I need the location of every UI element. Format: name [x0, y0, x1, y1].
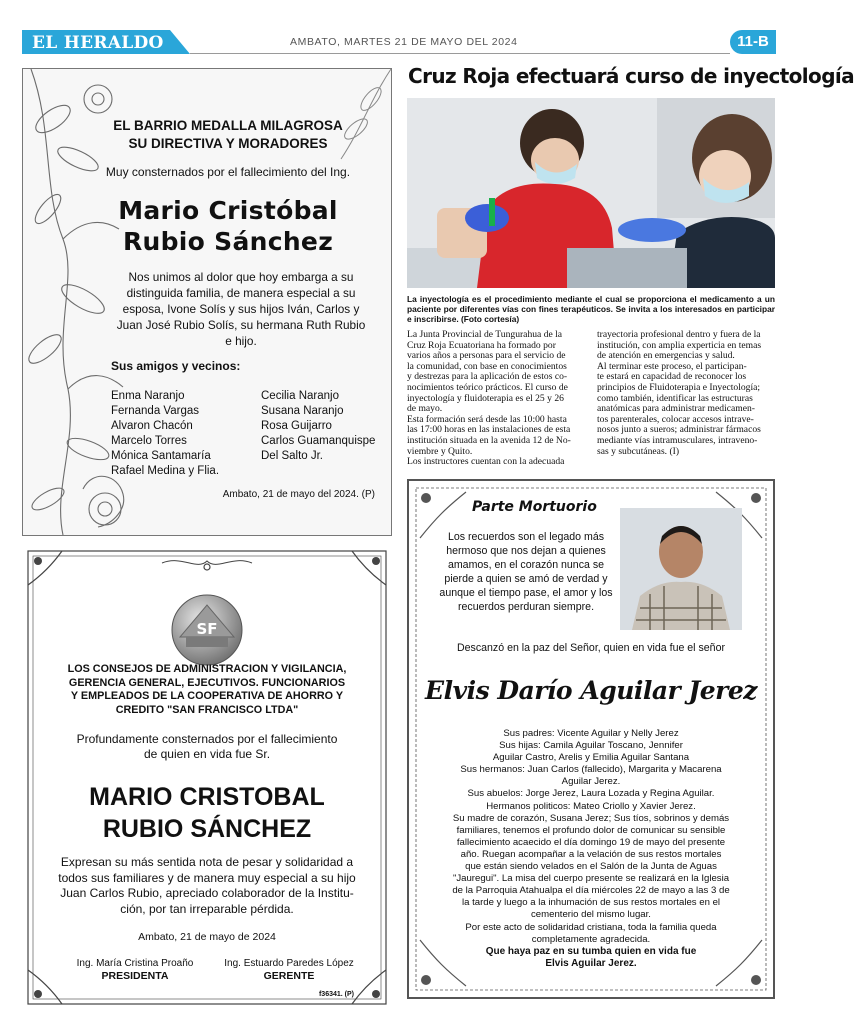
signature-gerente: Ing. Estuardo Paredes López GERENTE: [224, 958, 354, 982]
friends-list-left: Enma Naranjo Fernanda Vargas Alvaron Chacón Marcelo Torres Mónica Santamaría Rafael Medina y Flia.: [111, 390, 220, 477]
closing-line-1: Que haya paz en su tumba quien en vida fue: [485, 945, 697, 957]
notice2-message: Expresan su más sentida nota de pesar y solidaridad a todos sus familiares y de manera muy especial a su hijo Juan Carlos Rubio, apreciado colaborador de la Institu- ción, por tan irreparable pérdida.: [58, 855, 356, 916]
obituary-cooperativa-san-francisco: [22, 545, 392, 1010]
parte-mortuorio: [406, 478, 776, 1000]
notice1-message: Nos unimos al dolor que hoy embarga a su distinguida familia, de manera especial a su esposa, Ivone Solís y sus hijos Iván, Carlos y Juan José Rubio Solís, su hermana Ruth Rubio e hijo.: [116, 270, 366, 348]
cooperativa-logo-icon: [170, 593, 244, 667]
family-details: Sus padres: Vicente Aguilar y Nelly Jerez Sus hijas: Camila Aguilar Toscano, Jennifer Aguilar Castro, Arelis y Emilia Aguilar Santana Sus hermanos: Juan Carlos (fallecido), Margarita y Macarena Aguilar Jerez. Sus abuelos: Jorge Jerez, Laura Lozada y Regina Aguilar. Hermanos politicos: Mateo Criollo y Xavier Jerez. Su madre de corazón, Susana Jerez; Sus tíos, sobrinos y demás familiares, tenemos el profundo dolor de comunicar su sensible fallecimiento acaecido el día domingo 19 de mayo del presente año. Ruegan acompañar a la velación de sus restos mortales que están siendo velados en el Salón de la Junta de Aguas "Jauregui". La misa del cuerpo presente se realizará en la Iglesia de la Parroquia Atahualpa el día miércoles 22 de mayo a las 3 de la tarde y luego a la inhumación de sus restos mortales en el cementerio del mismo lugar. Por este acto de solidaridad cristiana, toda la familia queda completamente agradecida. Que haya paz en su tumba quien en vida fue Elvis Aguilar Jerez.: [444, 728, 738, 970]
parte-mortuorio-title: Parte Mortuorio: [472, 499, 597, 515]
memorial-quote: Los recuerdos son el legado más hermoso que nos dejan a quienes amamos, en el corazón nunca se pierde a quien se amó de verdad y aunque el tiempo pase, el amor y los recuerdos perduran siempre.: [439, 531, 613, 613]
deceased-name-caps: MARIO CRISTOBAL RUBIO SÁNCHEZ: [89, 783, 325, 843]
notice1-date: Ambato, 21 de mayo del 2024. (P): [222, 489, 375, 500]
portrait-icon: [620, 508, 742, 630]
edition-date: AMBATO, MARTES 21 DE MAYO DEL 2024: [290, 36, 518, 48]
friends-list-right: Cecilia Naranjo Susana Naranjo Rosa Guijarro Carlos Guamanquispe Del Salto Jr.: [261, 390, 376, 462]
deceased-portrait: [620, 508, 742, 630]
notice2-date: Ambato, 21 de mayo de 2024: [138, 931, 276, 943]
article-photo: [407, 98, 775, 288]
nurse-practice-photo-icon: [407, 98, 775, 288]
header-rule: [190, 53, 730, 54]
notice2-intro: Profundamente consternados por el fallecimiento de quien en vida fue Sr.: [76, 732, 338, 761]
closing-line-2: Elvis Aguilar Jerez.: [545, 957, 637, 969]
notice1-heading: EL BARRIO MEDALLA MILAGROSA SU DIRECTIVA Y MORADORES: [113, 118, 343, 151]
article-headline: Cruz Roja efectuará curso de inyectología: [408, 64, 854, 88]
page-number: 11-B: [730, 30, 776, 54]
notice2-heading: LOS CONSEJOS DE ADMINISTRACION Y VIGILANCIA, GERENCIA GENERAL, EJECUTIVOS. FUNCIONARIOS Y EMPLEADOS DE LA COOPERATIVA DE AHORRO Y CREDITO "SAN FRANCISCO LTDA": [67, 663, 347, 716]
signature-presidenta: Ing. María Cristina Proaño PRESIDENTA: [76, 958, 194, 982]
article-column-1: La Junta Provincial de Tungurahua de la Cruz Roja Ecuatoriana ha formado por varios años a personas para el servicio de la comunidad, con base en conocimientos y destrezas para la aplicación de estos co- nocimientos teórico prácticos. El curso de inyectología y fluidoterapia es el 25 y 26 de mayo. Esta formación será desde las 10:00 hasta las 17:00 horas en las instalaciones de esta institución situada en la avenida 12 de No- viembre y Quito. Los instructores cuentan con la adecuada: [407, 329, 571, 468]
obituary-barrio-medalla: [22, 68, 392, 536]
deceased-name-script: Elvis Darío Aguilar Jerez: [425, 676, 757, 705]
newspaper-brand: EL HERALDO: [32, 33, 164, 53]
rest-in-peace-line: Descanzó en la paz del Señor, quien en vida fue el señor: [457, 642, 725, 654]
deceased-name: Mario Cristóbal Rubio Sánchez: [118, 196, 338, 256]
photo-caption: La inyectología es el procedimiento mediante el cual se proporciona el medicamento a un paciente por diferentes vías con fines terapéuticos. Se invita a los interesados en participar e inscribirse. (Foto cortesía): [407, 294, 775, 324]
notice1-intro: Muy consternados por el fallecimiento del Ing.: [105, 165, 351, 179]
logo-text: SF: [196, 620, 218, 638]
article-column-2: trayectoria profesional dentro y fuera de la institución, con amplia experticia en temas de atención en emergencias y salud. Al terminar este proceso, el participan- te estará en capacidad de reconocer los principios de Fluidoterapia e Inyectología; como también, identificar las estructuras anatómicas para administrar medicamen- tos parenterales, colocar accesos intrave- nosos junto a sueros; administrar fármacos mediante vías intramusculares, intraveno- sas y subcutáneas. (I): [597, 329, 762, 457]
friends-label: Sus amigos y vecinos:: [111, 359, 241, 373]
ad-reference: f36341. (P): [318, 991, 354, 998]
